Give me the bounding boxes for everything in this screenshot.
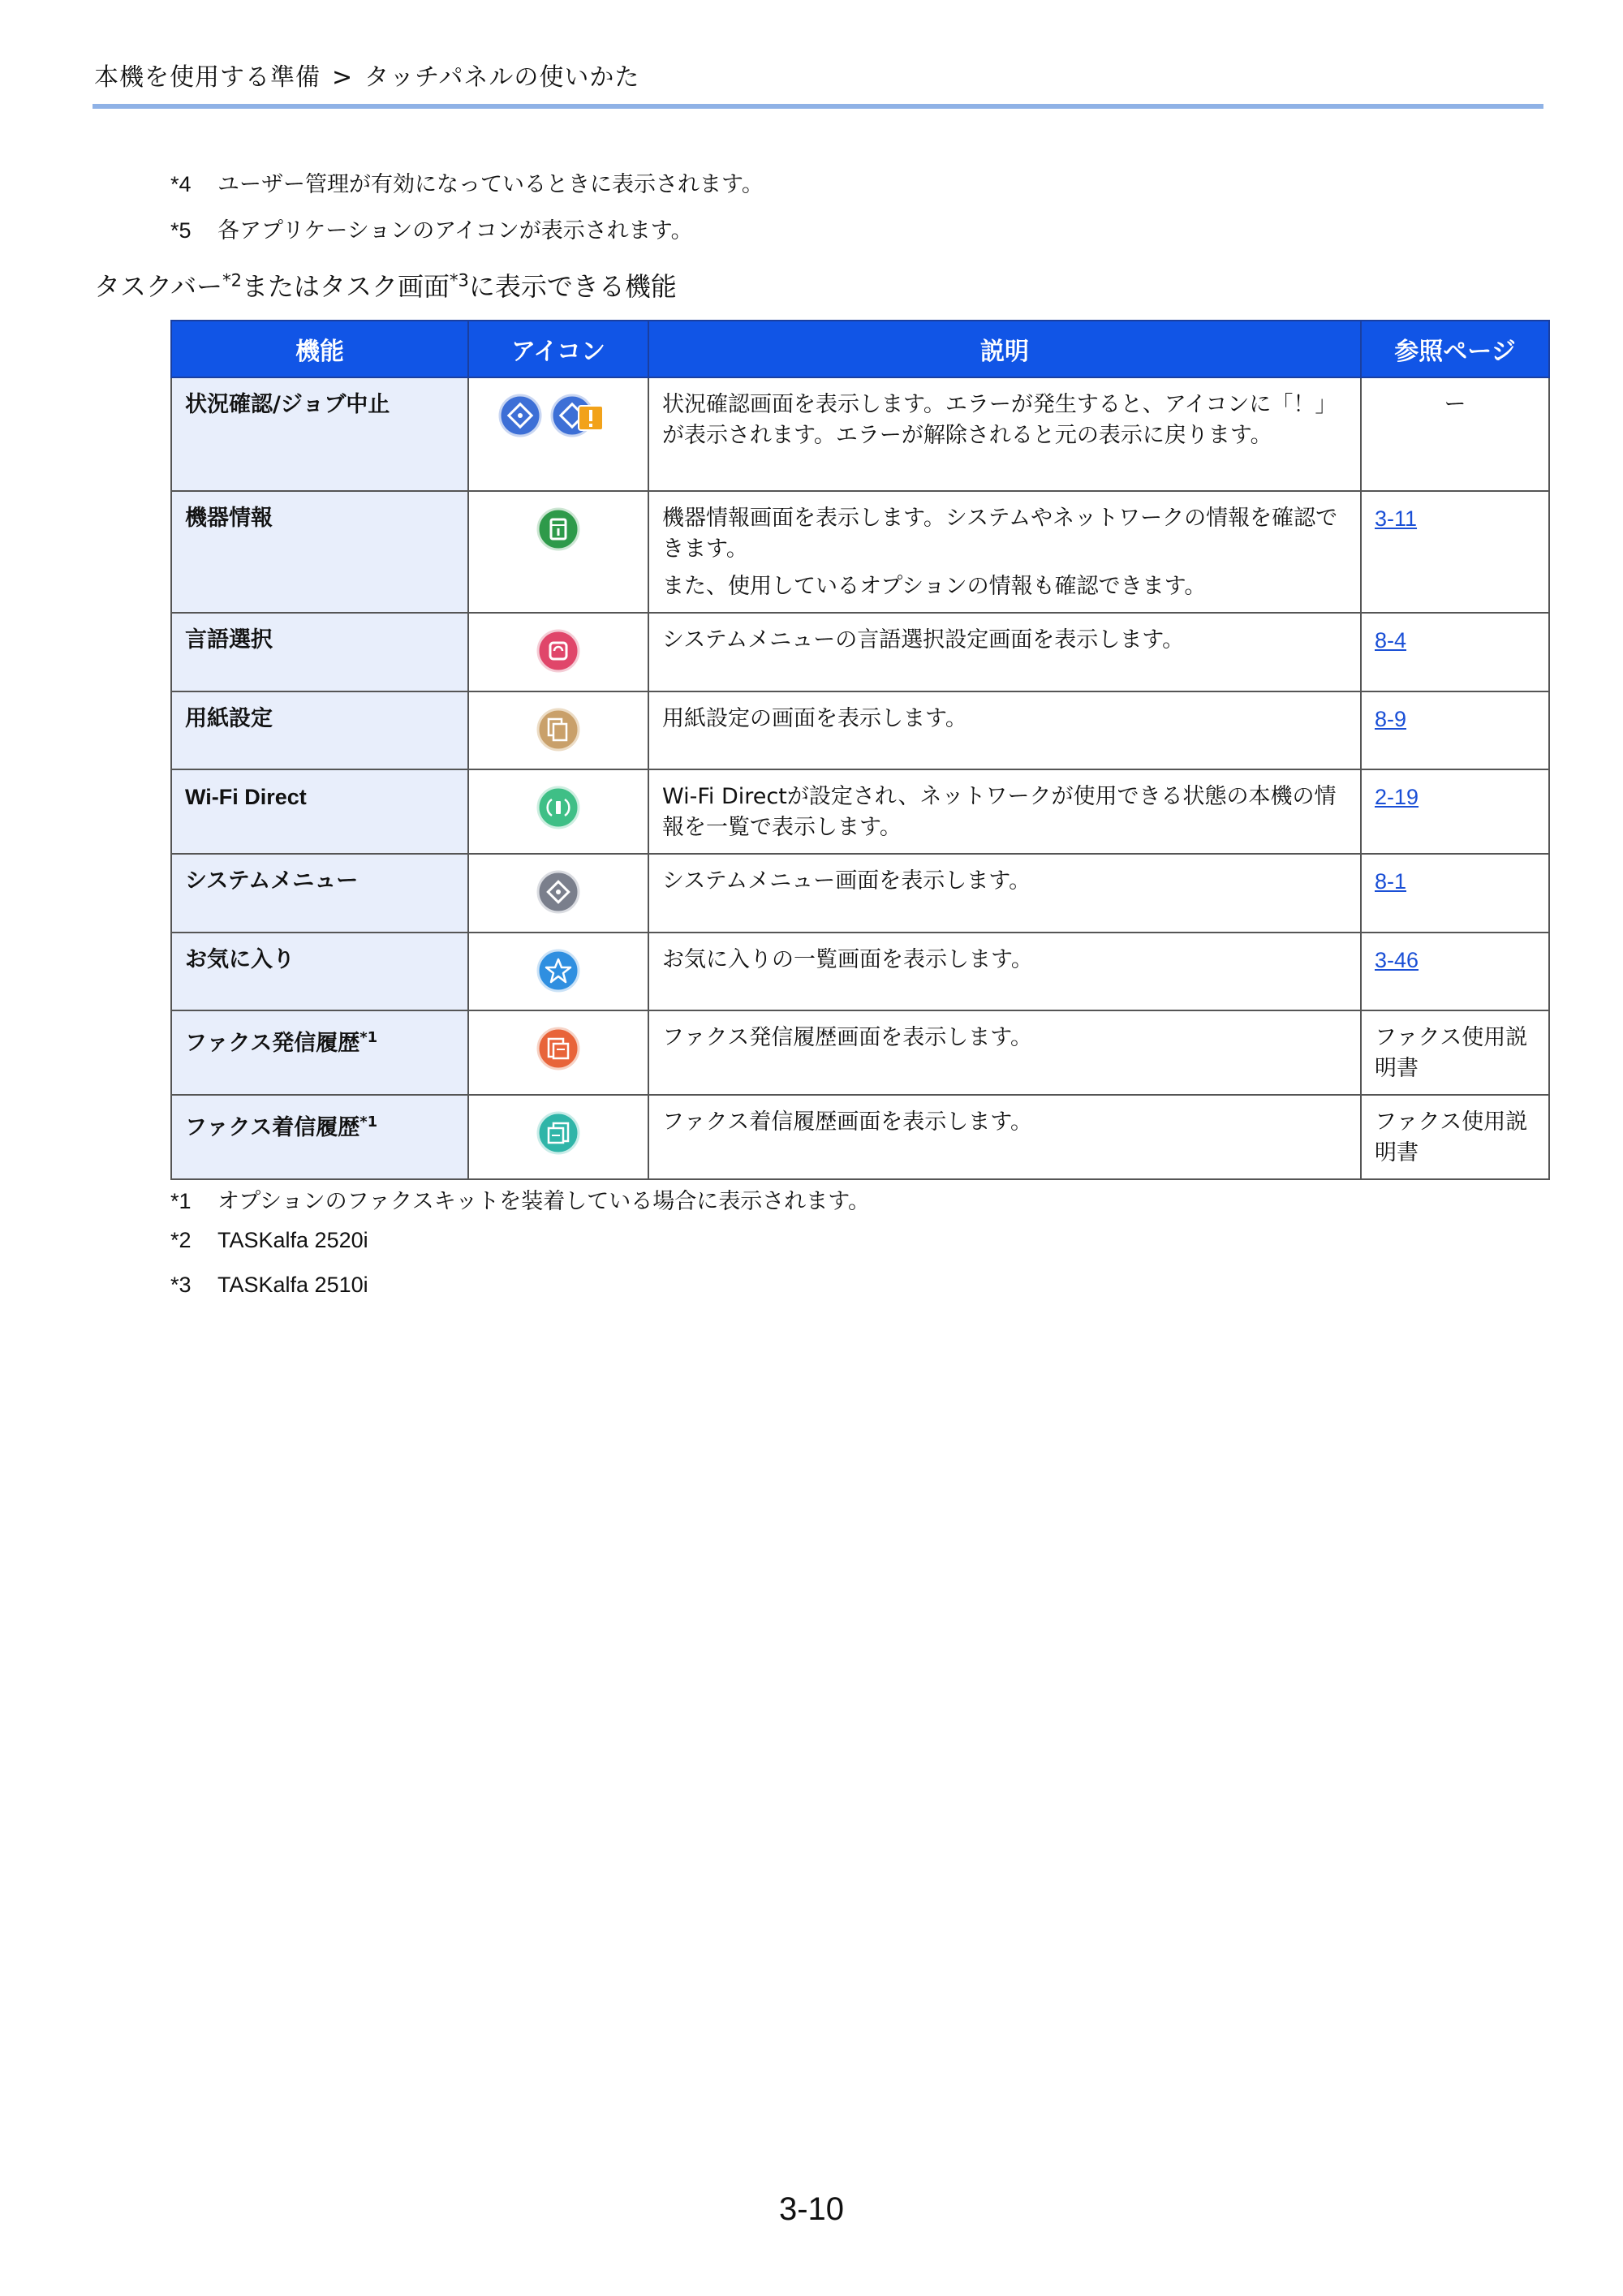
reference-text: ファクス使用説明書 <box>1375 1025 1528 1081</box>
function-label: 状況確認/ジョブ中止 <box>185 392 390 417</box>
section-title-part: またはタスク画面 <box>241 271 450 302</box>
footnote-text: 各アプリケーションのアイコンが表示されます。 <box>217 218 693 243</box>
description-text: Wi-Fi Directが設定され、ネットワークが使用できる状態の本機の情報を一覧で表示します。 <box>662 784 1337 840</box>
footnote-2 <box>170 1228 368 1253</box>
reference-text: ファクス使用説明書 <box>1375 1109 1528 1165</box>
reference-cell <box>1361 1010 1549 1095</box>
function-name <box>171 854 468 933</box>
reference-cell <box>1361 933 1549 1010</box>
function-label: お気に入り <box>185 947 295 972</box>
table-row <box>171 1010 1549 1095</box>
description-cell <box>648 491 1361 613</box>
function-table <box>170 320 1550 1180</box>
header-icon: アイコン <box>468 321 648 377</box>
favorites-icon <box>536 948 581 993</box>
icon-cell <box>468 691 648 769</box>
reference-cell <box>1361 769 1549 854</box>
description-cell <box>648 933 1361 1010</box>
function-name <box>171 1095 468 1179</box>
reference-link[interactable]: 2-19 <box>1375 785 1419 809</box>
description-cell <box>648 854 1361 933</box>
description-text: システムメニュー画面を表示します。 <box>662 868 1031 894</box>
description-text: お気に入りの一覧画面を表示します。 <box>662 947 1033 972</box>
breadcrumb-current: タッチパネルの使いかた <box>364 63 640 92</box>
reference-cell <box>1361 377 1549 491</box>
description-text: システムメニューの言語選択設定画面を表示します。 <box>662 627 1185 653</box>
description-text: また、使用しているオプションの情報も確認できます。 <box>662 574 1207 599</box>
icon-cell <box>468 933 648 1010</box>
function-label: ファクス発信履歴 <box>185 1031 360 1056</box>
status-job-cancel-icon <box>497 393 619 438</box>
breadcrumb <box>94 57 639 93</box>
reference-link[interactable]: 8-9 <box>1375 707 1407 731</box>
table-row <box>171 1095 1549 1179</box>
device-info-icon <box>536 506 581 552</box>
reference-link[interactable]: 8-4 <box>1375 628 1407 653</box>
description-text: ファクス着信履歴画面を表示します。 <box>662 1109 1033 1135</box>
breadcrumb-parent[interactable]: 本機を使用する準備 <box>94 63 321 92</box>
section-title-part: に表示できる機能 <box>468 271 677 302</box>
table-row <box>171 613 1549 691</box>
table-row <box>171 933 1549 1010</box>
description-cell <box>648 377 1361 491</box>
reference-text: ー <box>1444 392 1466 417</box>
wifi-direct-icon <box>536 785 581 830</box>
description-text: 用紙設定の画面を表示します。 <box>662 706 967 731</box>
footnote-5 <box>170 213 693 244</box>
section-title-sup[interactable]: *3 <box>449 270 469 291</box>
breadcrumb-separator: > <box>332 63 354 92</box>
function-footnote-mark: *1 <box>359 1029 378 1046</box>
description-cell <box>648 613 1361 691</box>
function-label: 言語選択 <box>185 627 273 653</box>
footnote-text: ユーザー管理が有効になっているときに表示されます。 <box>217 172 764 197</box>
reference-cell <box>1361 613 1549 691</box>
language-icon <box>536 628 581 674</box>
section-title-sup[interactable]: *2 <box>222 270 242 291</box>
table-row <box>171 854 1549 933</box>
footnote-mark: *1 <box>170 1189 192 1213</box>
footnote-4 <box>170 166 764 198</box>
footnote-1 <box>170 1183 870 1215</box>
description-cell <box>648 769 1361 854</box>
description-cell <box>648 691 1361 769</box>
description-text: 状況確認画面を表示します。エラーが発生すると、アイコンに「！」が表示されます。エラーが解除されると元の表示に戻ります。 <box>662 392 1337 448</box>
reference-cell <box>1361 1095 1549 1179</box>
icon-cell <box>468 377 648 491</box>
footnote-mark: *2 <box>170 1228 192 1252</box>
table-row <box>171 691 1549 769</box>
reference-cell <box>1361 691 1549 769</box>
footnote-text: TASKalfa 2510i <box>217 1273 368 1297</box>
description-text: ファクス発信履歴画面を表示します。 <box>662 1025 1033 1050</box>
section-title <box>94 266 677 304</box>
reference-link[interactable]: 8-1 <box>1375 869 1407 894</box>
header-description: 説明 <box>648 321 1361 377</box>
table-row <box>171 491 1549 613</box>
function-label: ファクス着信履歴 <box>185 1115 360 1140</box>
table-row <box>171 377 1549 491</box>
icon-cell <box>468 491 648 613</box>
description-cell <box>648 1095 1361 1179</box>
reference-cell <box>1361 491 1549 613</box>
icon-cell <box>468 769 648 854</box>
function-name <box>171 769 468 854</box>
function-name <box>171 491 468 613</box>
function-name <box>171 933 468 1010</box>
page-number: 3-10 <box>778 2191 845 2227</box>
fax-receive-log-icon <box>536 1110 581 1156</box>
function-name <box>171 613 468 691</box>
paper-settings-icon <box>536 707 581 752</box>
function-label: システムメニュー <box>185 868 359 894</box>
reference-link[interactable]: 3-11 <box>1375 506 1418 531</box>
function-name <box>171 377 468 491</box>
section-title-part: タスクバー <box>94 271 223 302</box>
header-rule <box>93 104 1543 109</box>
system-menu-icon <box>536 869 581 915</box>
description-text: 機器情報画面を表示します。システムやネットワークの情報を確認できます。 <box>662 506 1338 562</box>
table-row <box>171 769 1549 854</box>
function-label: Wi-Fi Direct <box>185 785 307 809</box>
reference-link[interactable]: 3-46 <box>1375 948 1419 972</box>
icon-cell <box>468 854 648 933</box>
fax-send-log-icon <box>536 1026 581 1071</box>
function-name <box>171 691 468 769</box>
header-reference: 参照ページ <box>1361 321 1549 377</box>
footnote-mark: *5 <box>170 218 192 243</box>
footnote-3 <box>170 1273 368 1298</box>
footnote-text: オプションのファクスキットを装着している場合に表示されます。 <box>217 1189 871 1214</box>
footnote-mark: *3 <box>170 1273 192 1297</box>
function-label: 用紙設定 <box>185 706 273 731</box>
icon-cell <box>468 1010 648 1095</box>
function-footnote-mark: *1 <box>359 1114 378 1131</box>
footnote-text: TASKalfa 2520i <box>217 1228 368 1252</box>
footnote-mark: *4 <box>170 172 192 196</box>
icon-cell <box>468 1095 648 1179</box>
header-function: 機能 <box>171 321 468 377</box>
function-label: 機器情報 <box>185 506 273 531</box>
icon-cell <box>468 613 648 691</box>
reference-cell <box>1361 854 1549 933</box>
function-name <box>171 1010 468 1095</box>
table-header-row <box>171 321 1549 377</box>
description-cell <box>648 1010 1361 1095</box>
